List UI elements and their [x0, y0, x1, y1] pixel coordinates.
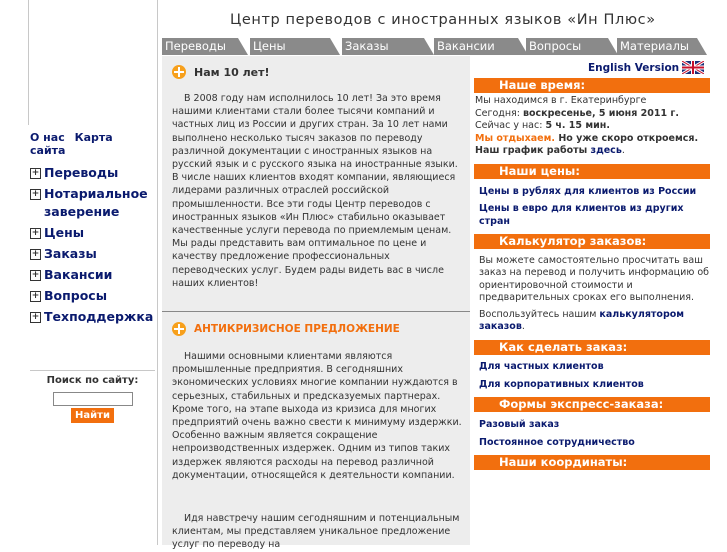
top-links	[30, 131, 157, 157]
company-logo-icon	[172, 322, 186, 336]
calculator-text: Вы можете самостоятельно просчитать ваш заказ на перевод и получить информацию об ориентировочной стоимости и предварительных сроках его выполнения.	[479, 254, 710, 303]
express-permanent-link[interactable]: Постоянное сотрудничество	[479, 436, 635, 448]
sitemap-link[interactable]: Карта сайта	[30, 131, 113, 157]
today-date: воскресенье, 5 июня 2011 г.	[523, 107, 679, 119]
nav-item-prices[interactable]: + Цены	[31, 225, 85, 240]
plus-icon: +	[31, 168, 40, 178]
english-version-link[interactable]: English Version	[588, 61, 704, 74]
nav-item-support[interactable]: + Техподдержка	[31, 309, 154, 324]
nav-item-notary[interactable]: + Нотариальное заверение	[31, 186, 148, 219]
tab-translations[interactable]: Переводы	[162, 38, 238, 55]
search-input[interactable]	[53, 392, 133, 406]
time-info: Мы находимся в г. Екатеринбурге Сегодня: воскресенье, 5 июня 2011 г. Сейчас у нас: 5 ч. 15 мин. Мы отдыхаем. Но уже скоро откроемся. Наш график работы здесь.	[475, 95, 699, 156]
express-single-link[interactable]: Разовый заказ	[479, 418, 560, 430]
section-anniversary-header	[172, 65, 270, 79]
search-label: Поиск по сайту:	[46, 375, 139, 386]
section-anniversary-title: Нам 10 лет!	[194, 65, 270, 79]
main-tabs	[162, 38, 702, 55]
current-time: 5 ч. 15 мин.	[545, 120, 610, 131]
tab-prices[interactable]: Цены	[250, 38, 330, 55]
section-anniversary-text: В 2008 году нам исполнилось 10 лет! За это время нашими клиентами стали более тысячи компаний и частных лиц из России и других стран. За 10 лет нами выполнено несколько тысяч заказов по переводу различной документации с иностранных языков на русский язык и с русского языка на иностранные языки. В числе наших клиентов входят компании, являющиеся лидерами различных отраслей российской промышленности. Все эти годы Центр переводов с иностранных языков «Ин Плюс» стабильно оказывает качественные услуги перевода по приемлемым ценам. Мы рады представить вам оптимальное по цене и качеству предложение профессиональных переводческих услуг. Будем рады видеть вас в числе наших клиентов!	[172, 93, 458, 289]
plus-icon: +	[31, 312, 40, 322]
search-box	[30, 370, 155, 423]
nav-item-questions[interactable]: + Вопросы	[31, 288, 108, 303]
status-closed: Мы отдыхаем.	[475, 132, 556, 144]
howto-private-link[interactable]: Для частных клиентов	[479, 360, 604, 372]
prices-eur-link[interactable]: Цены в евро для клиентов из других стран	[479, 202, 684, 227]
plus-icon: +	[31, 189, 40, 199]
howto-header: Как сделать заказ:	[474, 340, 710, 355]
section-crisis-title: АНТИКРИЗИСНОЕ ПРЕДЛОЖЕНИЕ	[194, 323, 400, 335]
right-column	[474, 78, 710, 472]
prices-rub-link[interactable]: Цены в рублях для клиентов из России	[479, 185, 697, 197]
nav-item-vacancies[interactable]: + Вакансии	[31, 267, 113, 282]
section-crisis-text: Нашими основными клиентами являются промышленные предприятия. В сегодняшних экономических условиях многие компании нуждаются в серьезных, стабильных и предсказуемых партнерах. Кроме того, на этапе выхода из кризиса для многих предприятий очень важно свести к минимуму издержки. Особенно важным является сокращение непроизводственных издержек. Одним из типов таких издержек являются расходы на перевод различной документации, относящейся к деятельности компании.	[172, 351, 462, 481]
plus-icon: +	[31, 249, 40, 259]
site-title: Центр переводов с иностранных языков «Ин Плюс»	[230, 12, 656, 28]
tab-orders[interactable]: Заказы	[342, 38, 424, 55]
left-top-divider	[28, 0, 157, 125]
divider	[162, 311, 470, 312]
tab-materials[interactable]: Материалы	[617, 38, 697, 55]
coords-header: Наши координаты:	[474, 455, 710, 470]
search-button[interactable]: Найти	[71, 408, 114, 423]
tab-vacancies[interactable]: Вакансии	[434, 38, 518, 55]
left-column	[0, 0, 158, 545]
calculator-header: Калькулятор заказов:	[474, 234, 710, 249]
calculator-use: Воспользуйтесь нашим калькулятором заказов.	[479, 308, 685, 332]
calculator-link[interactable]: калькулятором заказов	[479, 308, 685, 332]
express-header: Формы экспресс-заказа:	[474, 397, 710, 412]
plus-icon: +	[31, 270, 40, 280]
tab-questions[interactable]: Вопросы	[526, 38, 608, 55]
left-nav	[30, 164, 160, 329]
time-header: Наше время:	[474, 78, 710, 93]
prices-header: Наши цены:	[474, 164, 710, 179]
company-logo-icon	[172, 65, 186, 79]
about-link[interactable]: О нас	[30, 131, 65, 144]
section-crisis-text-2: Идя навстречу нашим сегодняшним и потенциальным клиентам, мы представляем уникальное предложение услуг по переводу на	[172, 513, 460, 551]
section-crisis-header	[172, 322, 400, 336]
schedule-link[interactable]: здесь	[590, 145, 622, 156]
main-content	[162, 56, 470, 551]
howto-corporate-link[interactable]: Для корпоративных клиентов	[479, 378, 644, 390]
uk-flag-icon	[682, 61, 704, 74]
plus-icon: +	[31, 228, 40, 238]
plus-icon: +	[31, 291, 40, 301]
nav-item-orders[interactable]: + Заказы	[31, 246, 97, 261]
nav-item-translations[interactable]: + Переводы	[31, 165, 119, 180]
